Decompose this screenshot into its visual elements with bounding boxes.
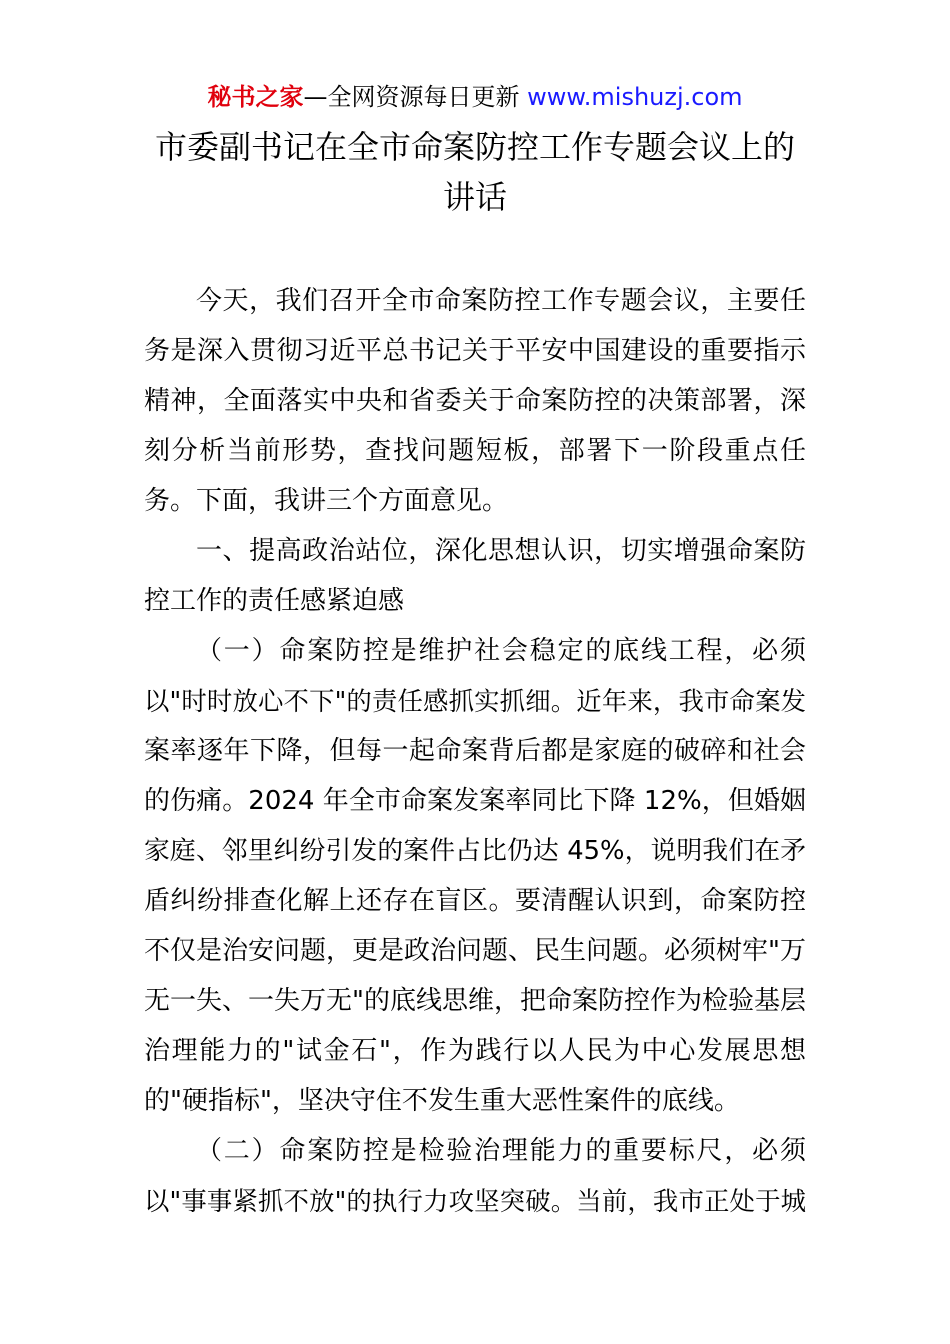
paragraph-line: 盾纠纷排查化解上还存在盲区。要清醒认识到，命案防控 xyxy=(144,886,806,916)
document-title xyxy=(0,122,950,222)
paragraph-line: 务。下面，我讲三个方面意见。 xyxy=(144,486,509,516)
paragraph-line: 今天，我们召开全市命案防控工作专题会议，主要任 xyxy=(196,286,806,316)
document-body xyxy=(144,276,806,1226)
brand-name: 秘书之家 xyxy=(207,83,304,111)
paragraph-line: 务是深入贯彻习近平总书记关于平安中国建设的重要指示 xyxy=(144,336,806,366)
title-line-1: 市委副书记在全市命案防控工作专题会议上的 xyxy=(154,128,795,166)
paragraph-line: 治理能力的"试金石"，作为践行以人民为中心发展思想 xyxy=(144,1036,806,1066)
paragraph-line: 以"时时放心不下"的责任感抓实抓细。近年来，我市命案发 xyxy=(144,686,806,716)
section-heading-line: 一、提高政治站位，深化思想认识，切实增强命案防 xyxy=(196,536,806,566)
paragraph-line: 无一失、一失万无"的底线思维，把命案防控作为检验基层 xyxy=(144,986,806,1016)
section-heading-line: 控工作的责任感紧迫感 xyxy=(144,586,405,616)
paragraph-line: （一）命案防控是维护社会稳定的底线工程，必须 xyxy=(196,636,806,666)
paragraph-line: 的"硬指标"，坚决守住不发生重大恶性案件的底线。 xyxy=(144,1086,740,1116)
site-header xyxy=(0,80,950,114)
paragraph-line: 刻分析当前形势，查找问题短板，部署下一阶段重点任 xyxy=(144,436,806,466)
paragraph-line: 案率逐年下降，但每一起命案背后都是家庭的破碎和社会 xyxy=(144,736,806,766)
site-slogan: —全网资源每日更新 xyxy=(303,83,528,111)
paragraph-line: 不仅是治安问题，更是政治问题、民生问题。必须树牢"万 xyxy=(144,936,806,966)
paragraph-line: 精神，全面落实中央和省委关于命案防控的决策部署，深 xyxy=(144,386,806,416)
title-line-2: 讲话 xyxy=(442,178,507,216)
site-url-link[interactable]: www.mishuzj.com xyxy=(527,83,743,111)
paragraph-line: 的伤痛。2024 年全市命案发案率同比下降 12%，但婚姻 xyxy=(144,786,806,816)
paragraph-line: （二）命案防控是检验治理能力的重要标尺，必须 xyxy=(196,1136,806,1166)
paragraph-line: 家庭、邻里纠纷引发的案件占比仍达 45%，说明我们在矛 xyxy=(144,836,806,866)
paragraph-line: 以"事事紧抓不放"的执行力攻坚突破。当前，我市正处于城 xyxy=(144,1186,806,1216)
